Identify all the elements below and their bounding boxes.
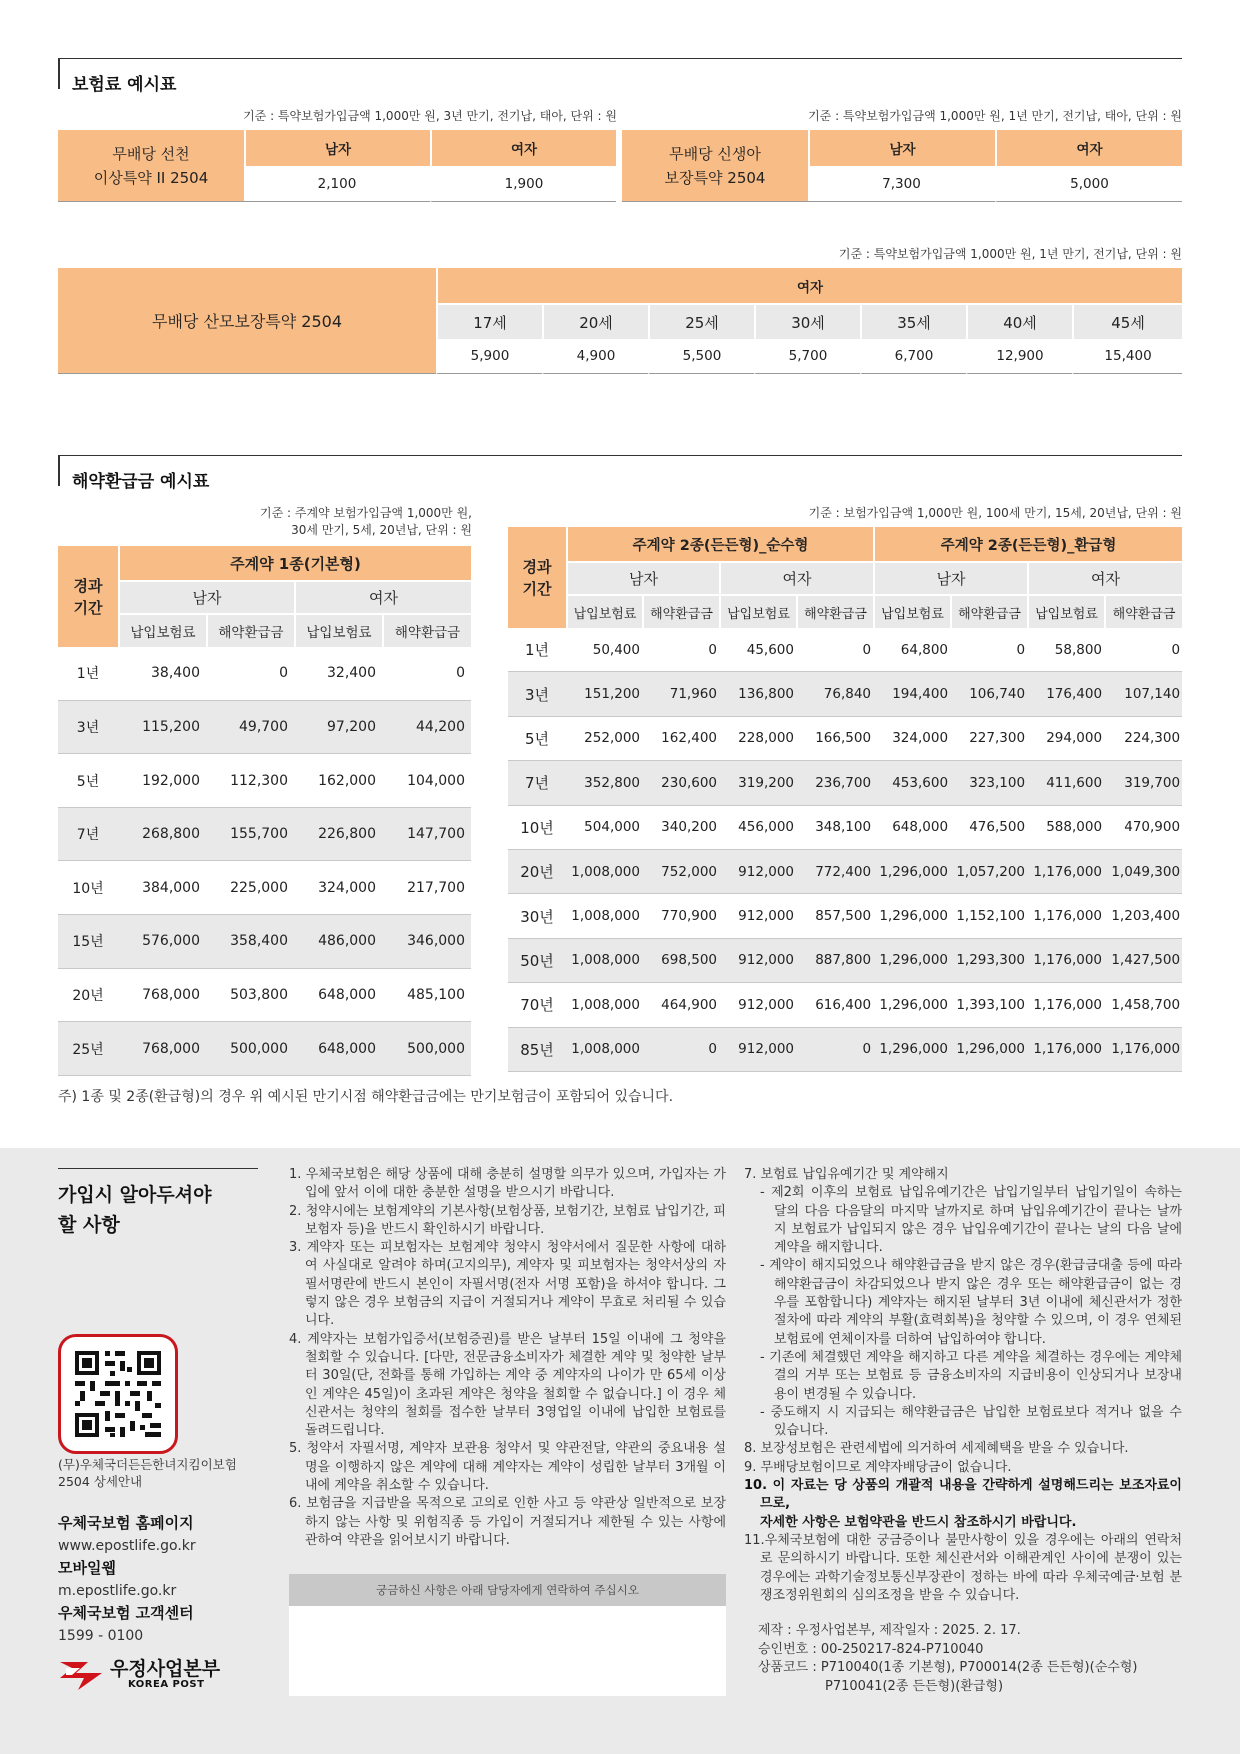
refund-right-refund-header: 해약환급금 [796,594,873,628]
premium-t2-note: 기준 : 특약보험가입금액 1,000만 원, 1년 만기, 전기납, 태아, 단위 : 원 [808,109,1182,123]
refund-right-paid-header: 납입보험료 [566,594,642,628]
notice-item-2: 2. 청약시에는 보험계약의 기본사항(보험상품, 보험기간, 보험료 납입기간, 피보험자 등)을 반드시 확인하시기 바랍니다. [289,1203,726,1237]
value-cell: 0 [1104,628,1182,672]
table-row [508,717,1182,761]
notice-item-7-sub: - 중도해지 시 지급되는 해약환급금은 납입한 보험료보다 적거나 없을 수 있습니다. [760,1404,1182,1439]
mobile-link[interactable]: m.epostlife.go.kr [58,1583,177,1599]
value-cell: 252,000 [566,717,642,761]
value-cell: 76,840 [796,672,873,716]
value-cell: 1,296,000 [873,939,950,983]
notice-item-10: 10. 이 자료는 당 상품의 개괄적 내용을 간략하게 설명해드리는 보조자료이므로, 자세한 사항은 보험약관을 반드시 참조하시기 바랍니다. [744,1478,1182,1530]
refund-right-female-header: 여자 [719,561,873,594]
value-cell: 504,000 [566,806,642,850]
table-row [508,628,1182,672]
table-row [58,754,471,808]
premium-section-title: 보험료 예시표 [72,75,177,95]
notice-item-4: 4. 계약자는 보험가입증서(보험증권)를 받은 날부터 15일 이내에 그 청약을 철회할 수 있습니다. [다만, 전문금융소비자가 체결한 계약 및 청약한 날부터 30일(단, 전화를 통해 가입하는 계약 중 계약자의 나이가 만 65세 이상인 계약은 45일)이 초과된 계약은 청약을 철회할 수 없습니다.] 이 경우 체신관서는 청약의 철회를 접수한 날부터 3영업일 이내에 납입한 보험료를 돌려드립니다. [289,1331,726,1439]
value-cell: 772,400 [796,850,873,894]
period-cell: 20년 [508,850,566,894]
premium-t1-female-value: 1,900 [430,166,616,202]
value-cell: 0 [796,1028,873,1072]
premium-t3-age-header: 17세 [436,303,542,339]
qr-caption: (무)우체국더든든한녀지킴이보험 2504 상세안내 [58,1457,237,1489]
value-cell: 0 [206,647,294,701]
refund-right-refund-header: 해약환급금 [950,594,1027,628]
value-cell: 1,458,700 [1104,983,1182,1027]
value-cell: 0 [950,628,1027,672]
refund-right-female-header: 여자 [1027,561,1182,594]
contact-info [58,1512,196,1647]
refund-right-male-header: 남자 [873,561,1027,594]
refund-left-plan-header: 주계약 1종(기본형) [118,546,471,580]
notice-title: 가입시 알아두셔야 할 사항 [58,1184,212,1236]
value-cell: 0 [796,628,873,672]
table-row [58,808,471,862]
production-info: 제작 : 우정사업본부, 제작일자 : 2025. 2. 17. 승인번호 : 00-250217-824-P710040 상품코드 : P710040(1종 기본형), P700014(2종 든든형)(순수형) P710041(2종 든든형)(환급형) [758,1623,1138,1694]
notice-item-7-sub: - 계약이 해지되었으나 해약환급금을 받지 않은 경우(환급금대출 등에 따라 해약환급금이 차감되었으나 받지 않은 경우 또는 해약환급금이 없는 경우를 포함합니다) 계약자는 해지된 날부터 3년 이내에 체신관서가 정한 절차에 따라 계약의 부활(효력회복)을 청약할 수 있으며, 이 경우 연체된 보험료에 연체이자를 더하여 납입하여야 합니다. [760,1258,1182,1347]
period-cell: 5년 [508,717,566,761]
value-cell: 912,000 [719,1028,796,1072]
premium-t2-female-value: 5,000 [995,166,1182,202]
notice-item-7-sub: - 기존에 체결했던 계약을 해지하고 다른 계약을 체결하는 경우에는 계약체결의 거부 또는 보험료 등 금융소비자의 지급비용이 인상되거나 보장내용이 변경될 수 있습니다. [760,1349,1182,1402]
value-cell: 411,600 [1027,761,1104,805]
value-cell: 1,176,000 [1027,894,1104,938]
premium-t3-age-header: 40세 [966,303,1072,339]
value-cell: 500,000 [382,1022,471,1076]
value-cell: 1,008,000 [566,850,642,894]
notice-item-7-sub: - 제2회 이후의 보험료 납입유예기간은 납입기일부터 납입기일이 속하는 달의 다음 다음달의 마지막 날까지로 하며 납입유예기간이 끝나는 날까지 보험료가 납입되지 않은 경우 납입유예기간이 끝나는 날의 다음 날에 계약을 해지합니다. [760,1185,1182,1256]
value-cell: 887,800 [796,939,873,983]
value-cell: 166,500 [796,717,873,761]
value-cell: 1,176,000 [1104,1028,1182,1072]
premium-t1-male-value: 2,100 [244,166,430,202]
value-cell: 64,800 [873,628,950,672]
contact-staff-bar: 궁금하신 사항은 아래 담당자에게 연락하여 주십시오 [289,1574,726,1606]
refund-right-plan-a-header: 주계약 2종(든든형)_순수형 [566,527,873,561]
value-cell: 151,200 [566,672,642,716]
value-cell: 1,296,000 [873,850,950,894]
value-cell: 0 [382,647,471,701]
value-cell: 104,000 [382,754,471,808]
value-cell: 45,600 [719,628,796,672]
refund-left-refund-header: 해약환급금 [382,613,471,647]
refund-right-male-header: 남자 [566,561,719,594]
value-cell: 1,049,300 [1104,850,1182,894]
value-cell: 147,700 [382,808,471,862]
value-cell: 1,176,000 [1027,850,1104,894]
table-row [508,983,1182,1027]
value-cell: 346,000 [382,915,471,969]
value-cell: 136,800 [719,672,796,716]
value-cell: 106,740 [950,672,1027,716]
premium-t3-age-header: 45세 [1072,303,1182,339]
value-cell: 319,700 [1104,761,1182,805]
value-cell: 226,800 [294,808,382,862]
premium-t2-label: 무배당 신생아 보장특약 2504 [622,130,808,202]
value-cell: 225,000 [206,861,294,915]
notice-item-7-title: 7. 보험료 납입유예기간 및 계약해지 [744,1167,949,1182]
value-cell: 324,000 [294,861,382,915]
premium-t3-value: 15,400 [1072,339,1182,374]
period-cell: 25년 [58,1022,118,1076]
value-cell: 352,800 [566,761,642,805]
table-row [58,915,471,969]
korea-post-logo: 우정사업본부 KOREA POST [58,1654,248,1696]
value-cell: 384,000 [118,861,206,915]
premium-t3-value: 5,500 [648,339,754,374]
refund-right-paid-header: 납입보험료 [719,594,796,628]
period-cell: 10년 [508,806,566,850]
refund-right-refund-header: 해약환급금 [642,594,719,628]
value-cell: 236,700 [796,761,873,805]
period-cell: 85년 [508,1028,566,1072]
refund-table-sturdy [508,527,1182,1072]
refund-table-basic [58,546,471,1076]
notice-item-11: 11.우체국보험에 대한 궁금증이나 불만사항이 있을 경우에는 아래의 연락처로 문의하시기 바랍니다. 또한 체신관서와 이해관계인 사이에 분쟁이 있는 경우에는 과학기술정보통신부장관이 정하는 바에 따라 우체국예금·보험 분쟁조정위원회의 심의조정을 받을 수 있습니다. [744,1532,1182,1603]
value-cell: 162,000 [294,754,382,808]
value-cell: 1,296,000 [873,1028,950,1072]
value-cell: 1,293,300 [950,939,1027,983]
premium-t3-label: 무배당 산모보장특약 2504 [58,268,436,374]
value-cell: 230,600 [642,761,719,805]
premium-t3-value: 6,700 [860,339,966,374]
value-cell: 1,176,000 [1027,939,1104,983]
value-cell: 176,400 [1027,672,1104,716]
value-cell: 194,400 [873,672,950,716]
value-cell: 768,000 [118,1022,206,1076]
premium-section-header [58,58,1182,95]
value-cell: 107,140 [1104,672,1182,716]
period-cell: 50년 [508,939,566,983]
value-cell: 192,000 [118,754,206,808]
premium-t3-value: 5,700 [754,339,860,374]
period-cell: 1년 [508,628,566,672]
premium-table-congenital [58,130,616,202]
value-cell: 38,400 [118,647,206,701]
refund-right-period-header: 경과 기간 [508,527,566,628]
value-cell: 0 [642,628,719,672]
value-cell: 456,000 [719,806,796,850]
value-cell: 912,000 [719,850,796,894]
table-row [508,1028,1182,1072]
period-cell: 70년 [508,983,566,1027]
premium-t2-female-header: 여자 [995,130,1182,166]
premium-t3-age-header: 20세 [542,303,648,339]
table-row [58,861,471,915]
premium-t3-age-header: 30세 [754,303,860,339]
value-cell: 358,400 [206,915,294,969]
value-cell: 155,700 [206,808,294,862]
premium-t3-value: 4,900 [542,339,648,374]
premium-t3-value: 12,900 [966,339,1072,374]
period-cell: 7년 [58,808,118,862]
value-cell: 1,008,000 [566,894,642,938]
notice-item-1: 1. 우체국보험은 해당 상품에 대해 충분히 설명할 의무가 있으며, 가입자는 가입에 앞서 이에 대한 충분한 설명을 받으시기 바랍니다. [289,1167,726,1201]
table-row [508,761,1182,805]
value-cell: 324,000 [873,717,950,761]
value-cell: 32,400 [294,647,382,701]
refund-right-plan-b-header: 주계약 2종(든든형)_환급형 [873,527,1182,561]
value-cell: 857,500 [796,894,873,938]
qr-code[interactable] [58,1334,178,1454]
notice-item-5: 5. 청약서 자필서명, 계약자 보관용 청약서 및 약관전달, 약관의 중요내용 설명을 이행하지 않은 계약에 대해 계약자는 계약이 성립한 날부터 3개월 이내에 계약을 취소할 수 있습니다. [289,1441,726,1494]
value-cell: 453,600 [873,761,950,805]
period-cell: 20년 [58,969,118,1023]
period-cell: 7년 [508,761,566,805]
value-cell: 1,057,200 [950,850,1027,894]
refund-section-title: 해약환급금 예시표 [72,472,210,492]
period-cell: 3년 [508,672,566,716]
notice-item-8: 8. 보장성보험은 관련세법에 의거하여 세제혜택을 받을 수 있습니다. [744,1441,1129,1457]
notice-column-1 [289,1166,726,1550]
value-cell: 71,960 [642,672,719,716]
value-cell: 1,393,100 [950,983,1027,1027]
notice-item-3: 3. 계약자 또는 피보험자는 보험계약 청약시 청약서에서 질문한 사항에 대하여 사실대로 알려야 하며(고지의무), 계약자 및 피보험자는 청약서상의 자필서명란에 반드시 본인이 자필서명(전자 서명 포함)을 하셔야 합니다. 그렇지 않은 경우 보험금의 지급이 거절되거나 계약이 무효로 처리될 수 있습니다. [289,1240,726,1329]
premium-t3-age-header: 25세 [648,303,754,339]
value-cell: 162,400 [642,717,719,761]
table-row [508,672,1182,716]
premium-t3-note: 기준 : 특약보험가입금액 1,000만 원, 1년 만기, 전기납, 단위 : 원 [838,247,1182,261]
homepage-label: 우체국보험 홈페이지 [58,1514,194,1532]
refund-left-female-header: 여자 [294,580,471,613]
value-cell: 1,008,000 [566,939,642,983]
value-cell: 1,203,400 [1104,894,1182,938]
refund-left-male-header: 남자 [118,580,294,613]
value-cell: 912,000 [719,983,796,1027]
value-cell: 0 [642,1028,719,1072]
refund-section-header [58,455,1182,492]
table-row [508,939,1182,983]
period-cell: 10년 [58,861,118,915]
value-cell: 97,200 [294,701,382,755]
notice-item-6: 6. 보험금을 지급받을 목적으로 고의로 인한 사고 등 약관상 일반적으로 보장하지 않는 사항 및 위험직종 등 가입이 거절되거나 제한될 수 있는 사항에 관하여 약관을 읽어보시기 바랍니다. [289,1496,726,1548]
value-cell: 616,400 [796,983,873,1027]
value-cell: 44,200 [382,701,471,755]
value-cell: 49,700 [206,701,294,755]
refund-left-paid-header: 납입보험료 [118,613,206,647]
value-cell: 912,000 [719,939,796,983]
value-cell: 1,152,100 [950,894,1027,938]
period-cell: 1년 [58,647,118,701]
value-cell: 268,800 [118,808,206,862]
value-cell: 228,000 [719,717,796,761]
value-cell: 588,000 [1027,806,1104,850]
value-cell: 1,008,000 [566,1028,642,1072]
homepage-link[interactable]: www.epostlife.go.kr [58,1538,196,1554]
refund-left-paid-header: 납입보험료 [294,613,382,647]
value-cell: 1,296,000 [873,894,950,938]
premium-t3-female-header: 여자 [436,268,1182,303]
value-cell: 1,296,000 [873,983,950,1027]
table-row [58,701,471,755]
value-cell: 464,900 [642,983,719,1027]
value-cell: 112,300 [206,754,294,808]
refund-left-note: 기준 : 주계약 보험가입금액 1,000만 원, 30세 만기, 5세, 20년납, 단위 : 원 [260,506,472,537]
premium-t1-label: 무배당 선천 이상특약 II 2504 [58,130,244,202]
refund-right-paid-header: 납입보험료 [1027,594,1104,628]
premium-t1-male-header: 남자 [244,130,430,166]
value-cell: 294,000 [1027,717,1104,761]
value-cell: 576,000 [118,915,206,969]
value-cell: 319,200 [719,761,796,805]
value-cell: 58,800 [1027,628,1104,672]
table-row [58,1022,471,1076]
value-cell: 476,500 [950,806,1027,850]
value-cell: 323,100 [950,761,1027,805]
table-row [508,894,1182,938]
mobile-label: 모바일웹 [58,1559,116,1577]
table-row [58,647,471,701]
value-cell: 752,000 [642,850,719,894]
refund-right-refund-header: 해약환급금 [1104,594,1182,628]
refund-footnote: 주) 1종 및 2종(환급형)의 경우 위 예시된 만기시점 해약환급금에는 만기보험금이 포함되어 있습니다. [58,1089,674,1105]
premium-t1-note: 기준 : 특약보험가입금액 1,000만 원, 3년 만기, 전기납, 태아, 단위 : 원 [243,109,617,123]
refund-right-note: 기준 : 보험가입금액 1,000만 원, 100세 만기, 15세, 20년납, 단위 : 원 [808,506,1182,520]
period-cell: 15년 [58,915,118,969]
value-cell: 217,700 [382,861,471,915]
premium-t2-male-value: 7,300 [808,166,995,202]
value-cell: 348,100 [796,806,873,850]
value-cell: 470,900 [1104,806,1182,850]
refund-left-period-header: 경과 기간 [58,546,118,647]
table-row [508,850,1182,894]
premium-t3-age-header: 35세 [860,303,966,339]
value-cell: 500,000 [206,1022,294,1076]
center-label: 우체국보험 고객센터 [58,1604,194,1622]
value-cell: 486,000 [294,915,382,969]
table-row [508,806,1182,850]
value-cell: 770,900 [642,894,719,938]
premium-t2-male-header: 남자 [808,130,995,166]
value-cell: 227,300 [950,717,1027,761]
value-cell: 648,000 [294,969,382,1023]
value-cell: 768,000 [118,969,206,1023]
value-cell: 1,176,000 [1027,983,1104,1027]
premium-t1-female-header: 여자 [430,130,616,166]
value-cell: 912,000 [719,894,796,938]
value-cell: 224,300 [1104,717,1182,761]
value-cell: 485,100 [382,969,471,1023]
table-row [58,969,471,1023]
refund-left-refund-header: 해약환급금 [206,613,294,647]
value-cell: 1,296,000 [950,1028,1027,1072]
contact-staff-box [289,1606,726,1696]
period-cell: 5년 [58,754,118,808]
value-cell: 50,400 [566,628,642,672]
period-cell: 3년 [58,701,118,755]
value-cell: 698,500 [642,939,719,983]
notice-column-2 [744,1166,1182,1605]
value-cell: 648,000 [294,1022,382,1076]
refund-right-paid-header: 납입보험료 [873,594,950,628]
notice-item-9: 9. 무배당보험이므로 계약자배당금이 없습니다. [744,1459,1012,1475]
value-cell: 340,200 [642,806,719,850]
korea-post-logo-icon [58,1658,104,1692]
value-cell: 648,000 [873,806,950,850]
value-cell: 1,427,500 [1104,939,1182,983]
value-cell: 115,200 [118,701,206,755]
center-phone[interactable]: 1599 - 0100 [58,1628,144,1644]
premium-table-newborn [622,130,1182,202]
premium-table-maternity [58,268,1182,374]
premium-t3-value: 5,900 [436,339,542,374]
value-cell: 1,176,000 [1027,1028,1104,1072]
period-cell: 30년 [508,894,566,938]
value-cell: 503,800 [206,969,294,1023]
value-cell: 1,008,000 [566,983,642,1027]
